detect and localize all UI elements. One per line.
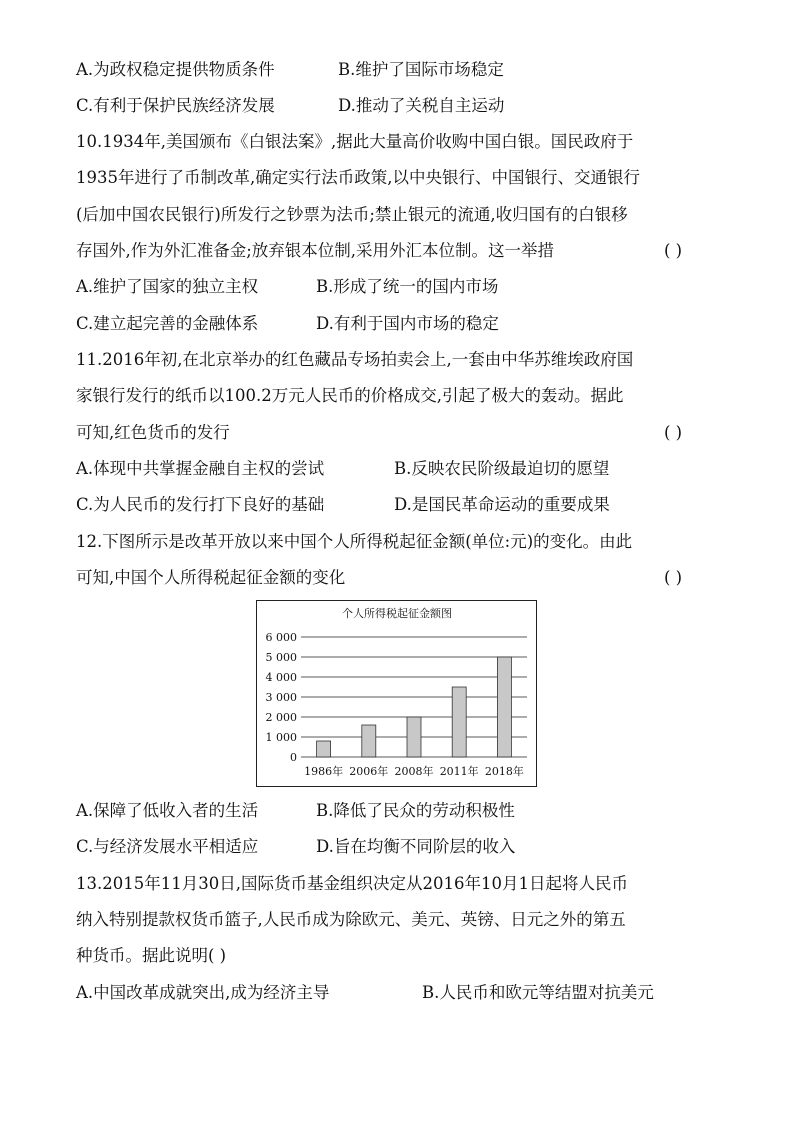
q13-stem-line-3: 种货币。据此说明( ) [76,946,227,965]
y-tick-label: 4 000 [265,671,297,684]
x-tick-label: 2011年 [439,765,479,778]
q12-option-d: D.旨在均衡不同阶层的收入 [316,837,516,856]
q10-stem-line-2: 1935年进行了币制改革,确定实行法币政策,以中央银行、中国银行、交通银行 [76,168,640,187]
q11-stem-line-1: 11.2016年初,在北京举办的红色藏品专场拍卖会上,一套由中华苏维埃政府国 [76,350,634,369]
bar [362,725,376,757]
q11-answer-blank: ( ) [664,423,683,442]
q10-stem-line-4: 存国外,作为外汇准备金;放弃银本位制,采用外汇本位制。这一举措 [76,241,555,260]
tax-threshold-chart [256,600,537,787]
y-tick-label: 1 000 [265,731,297,744]
q9-option-b: B.维护了国际市场稳定 [338,60,504,79]
y-tick-label: 2 000 [265,711,297,724]
q10-option-b: B.形成了统一的国内市场 [316,277,499,296]
q10-option-d: D.有利于国内市场的稳定 [316,314,499,333]
q10-option-a: A.维护了国家的独立主权 [76,277,259,296]
q13-stem-line-2: 纳入特别提款权货币篮子,人民币成为除欧元、美元、英镑、日元之外的第五 [76,910,626,929]
bar [317,741,331,757]
q12-stem-line-1: 12.下图所示是改革开放以来中国个人所得税起征金额(单位:元)的变化。由此 [76,532,633,551]
y-tick-label: 6 000 [265,631,297,644]
chart-y-ticks [266,631,298,764]
y-tick-label: 3 000 [265,691,297,704]
q10-answer-blank: ( ) [664,241,683,260]
q10-stem-line-3: (后加中国农民银行)所发行之钞票为法币;禁止银元的流通,收归国有的白银移 [76,205,628,224]
q10-option-c: C.建立起完善的金融体系 [76,314,259,333]
q9-option-c: C.有利于保护民族经济发展 [76,96,275,115]
x-tick-label: 2008年 [394,765,434,778]
q12-answer-blank: ( ) [664,568,683,587]
bar [497,657,511,757]
chart-title: 个人所得税起征金额图 [342,607,452,620]
x-tick-label: 2006年 [349,765,389,778]
q13-option-b: B.人民币和欧元等结盟对抗美元 [422,983,654,1002]
q11-stem-line-3: 可知,红色货币的发行 [76,423,230,442]
q12-option-a: A.保障了低收入者的生活 [76,801,259,820]
x-tick-label: 2018年 [484,765,524,778]
q11-option-c: C.为人民币的发行打下良好的基础 [76,495,325,514]
q12-stem-line-2: 可知,中国个人所得税起征金额的变化 [76,568,346,587]
q11-option-b: B.反映农民阶级最迫切的愿望 [394,459,610,478]
y-tick-label: 5 000 [265,651,297,664]
q11-stem-line-2: 家银行发行的纸币以100.2万元人民币的价格成交,引起了极大的轰动。据此 [76,386,624,405]
q9-option-d: D.推动了关税自主运动 [338,96,505,115]
q13-option-a: A.中国改革成就突出,成为经济主导 [76,983,330,1002]
q12-option-b: B.降低了民众的劳动积极性 [316,801,515,820]
q10-stem-line-1: 10.1934年,美国颁布《白银法案》,据此大量高价收购中国白银。国民政府于 [76,132,634,151]
chart-x-ticks [304,764,524,778]
x-tick-label: 1986年 [304,765,344,778]
chart-bars [317,657,512,757]
q11-option-d: D.是国民革命运动的重要成果 [394,495,610,514]
q12-option-c: C.与经济发展水平相适应 [76,837,259,856]
y-tick-label: 0 [290,751,297,764]
q13-stem-line-1: 13.2015年11月30日,国际货币基金组织决定从2016年10月1日起将人民币 [76,874,628,893]
bar [452,687,466,757]
q11-option-a: A.体现中共掌握金融自主权的尝试 [76,459,325,478]
bar [407,717,421,757]
q9-option-a: A.为政权稳定提供物质条件 [76,60,275,79]
chart-canvas [257,601,536,786]
